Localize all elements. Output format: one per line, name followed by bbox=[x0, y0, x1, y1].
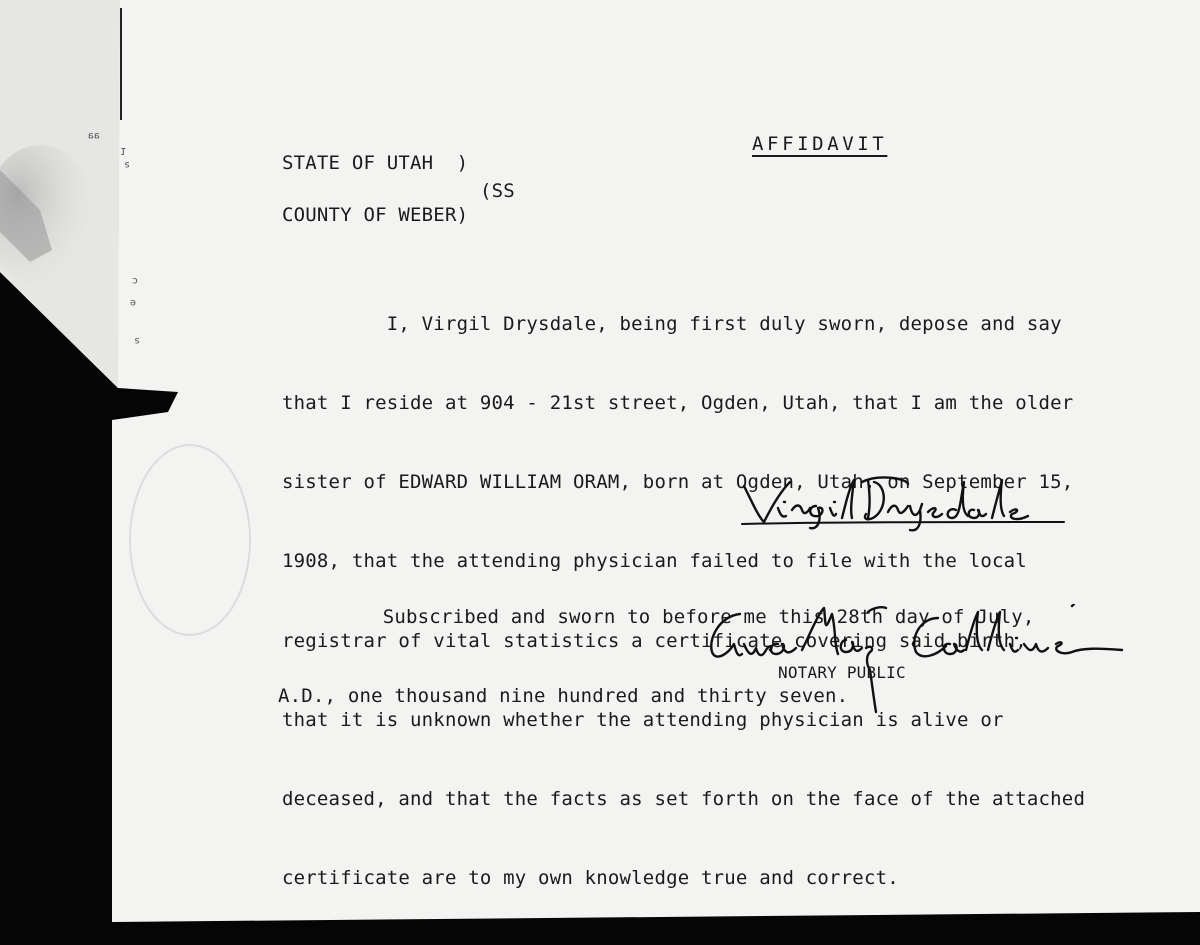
body-line: sister of EDWARD WILLIAM ORAM, born at Ogden, Utah, on September 15, bbox=[282, 471, 1074, 494]
venue-ss: (SS bbox=[480, 180, 515, 202]
affiant-signature bbox=[738, 472, 1078, 534]
notary-signature bbox=[706, 604, 1136, 716]
jurat-line: A.D., one thousand nine hundred and thirty seven. bbox=[278, 685, 849, 708]
body-line: 1908, that the attending physician failed to file with the local bbox=[282, 550, 1027, 573]
margin-bleed-marks: ɐɐ 1 ƨ ɔ ɘ ƨ bbox=[88, 130, 141, 346]
body-line: registrar of vital statistics a certificate covering said birth, bbox=[282, 629, 1027, 652]
body-line: deceased, and that the facts as set forth on the face of the attached bbox=[282, 788, 1086, 811]
venue-state: STATE OF UTAH ) bbox=[282, 152, 469, 174]
body-line: certificate are to my own knowledge true and correct. bbox=[282, 867, 899, 890]
venue-county: COUNTY OF WEBER) bbox=[282, 204, 469, 226]
body-line: that it is unknown whether the attending physician is alive or bbox=[282, 708, 1004, 731]
jurat-line: Subscribed and sworn to before me this 28th day of July, bbox=[278, 605, 1035, 628]
document-title: AFFIDAVIT bbox=[752, 133, 888, 155]
body-line: I, Virgil Drysdale, being first duly sworn, depose and say bbox=[282, 312, 1062, 335]
body-line: that I reside at 904 - 21st street, Ogden, Utah, that I am the older bbox=[282, 392, 1074, 415]
notary-public-label: NOTARY PUBLIC bbox=[778, 663, 906, 682]
